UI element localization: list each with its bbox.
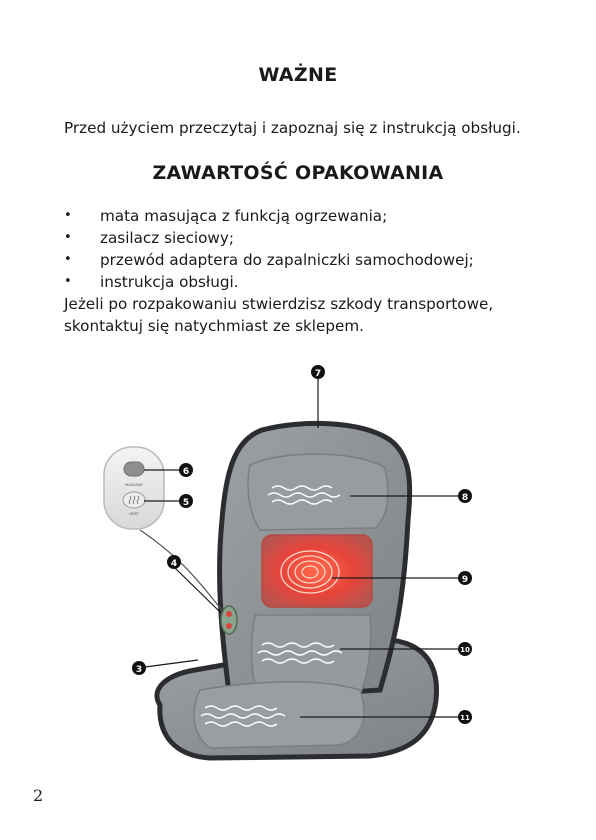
list-item: • przewód adaptera do zapalniczki samochodowej; [64,249,544,271]
heading-package-contents: ZAWARTOŚĆ OPAKOWANIA [152,162,444,184]
list-item: • zasilacz sieciowy; [64,227,544,249]
svg-text:9: 9 [461,575,469,585]
heat-label: HEAT [129,512,139,516]
svg-text:5: 5 [182,498,190,508]
massage-label: MASSAGE [125,483,143,487]
svg-text:7: 7 [314,369,322,379]
callout-8 [458,489,472,503]
callout-10 [458,642,472,656]
callout-4 [167,555,181,569]
list-item: • mata masująca z funkcją ogrzewania; [64,205,544,227]
remote-control [104,447,164,529]
callout-9 [458,571,472,585]
svg-text:8: 8 [461,493,469,503]
callout-7 [311,365,325,379]
damage-note: Jeżeli po rozpakowaniu stwierdzisz szkody transportowe, skontaktuj się natychmiast ze sklepem. [64,295,494,335]
callout-3 [132,661,146,675]
callout-5 [179,494,193,508]
svg-text:6: 6 [182,467,190,477]
list-item: • instrukcja obsługi. [64,271,544,293]
callout-11 [458,710,472,724]
contents-list [64,205,544,293]
massage-mat-illustration [0,355,596,775]
page-number: 2 [33,786,44,805]
intro-text: Przed użyciem przeczytaj i zapoznaj się z instrukcją obsługi. [64,119,521,137]
heading-important: WAŻNE [258,64,338,86]
svg-text:3: 3 [135,665,143,675]
callout-6 [179,463,193,477]
svg-text:4: 4 [170,559,178,569]
svg-text:10: 10 [460,646,470,654]
svg-text:11: 11 [460,714,470,722]
